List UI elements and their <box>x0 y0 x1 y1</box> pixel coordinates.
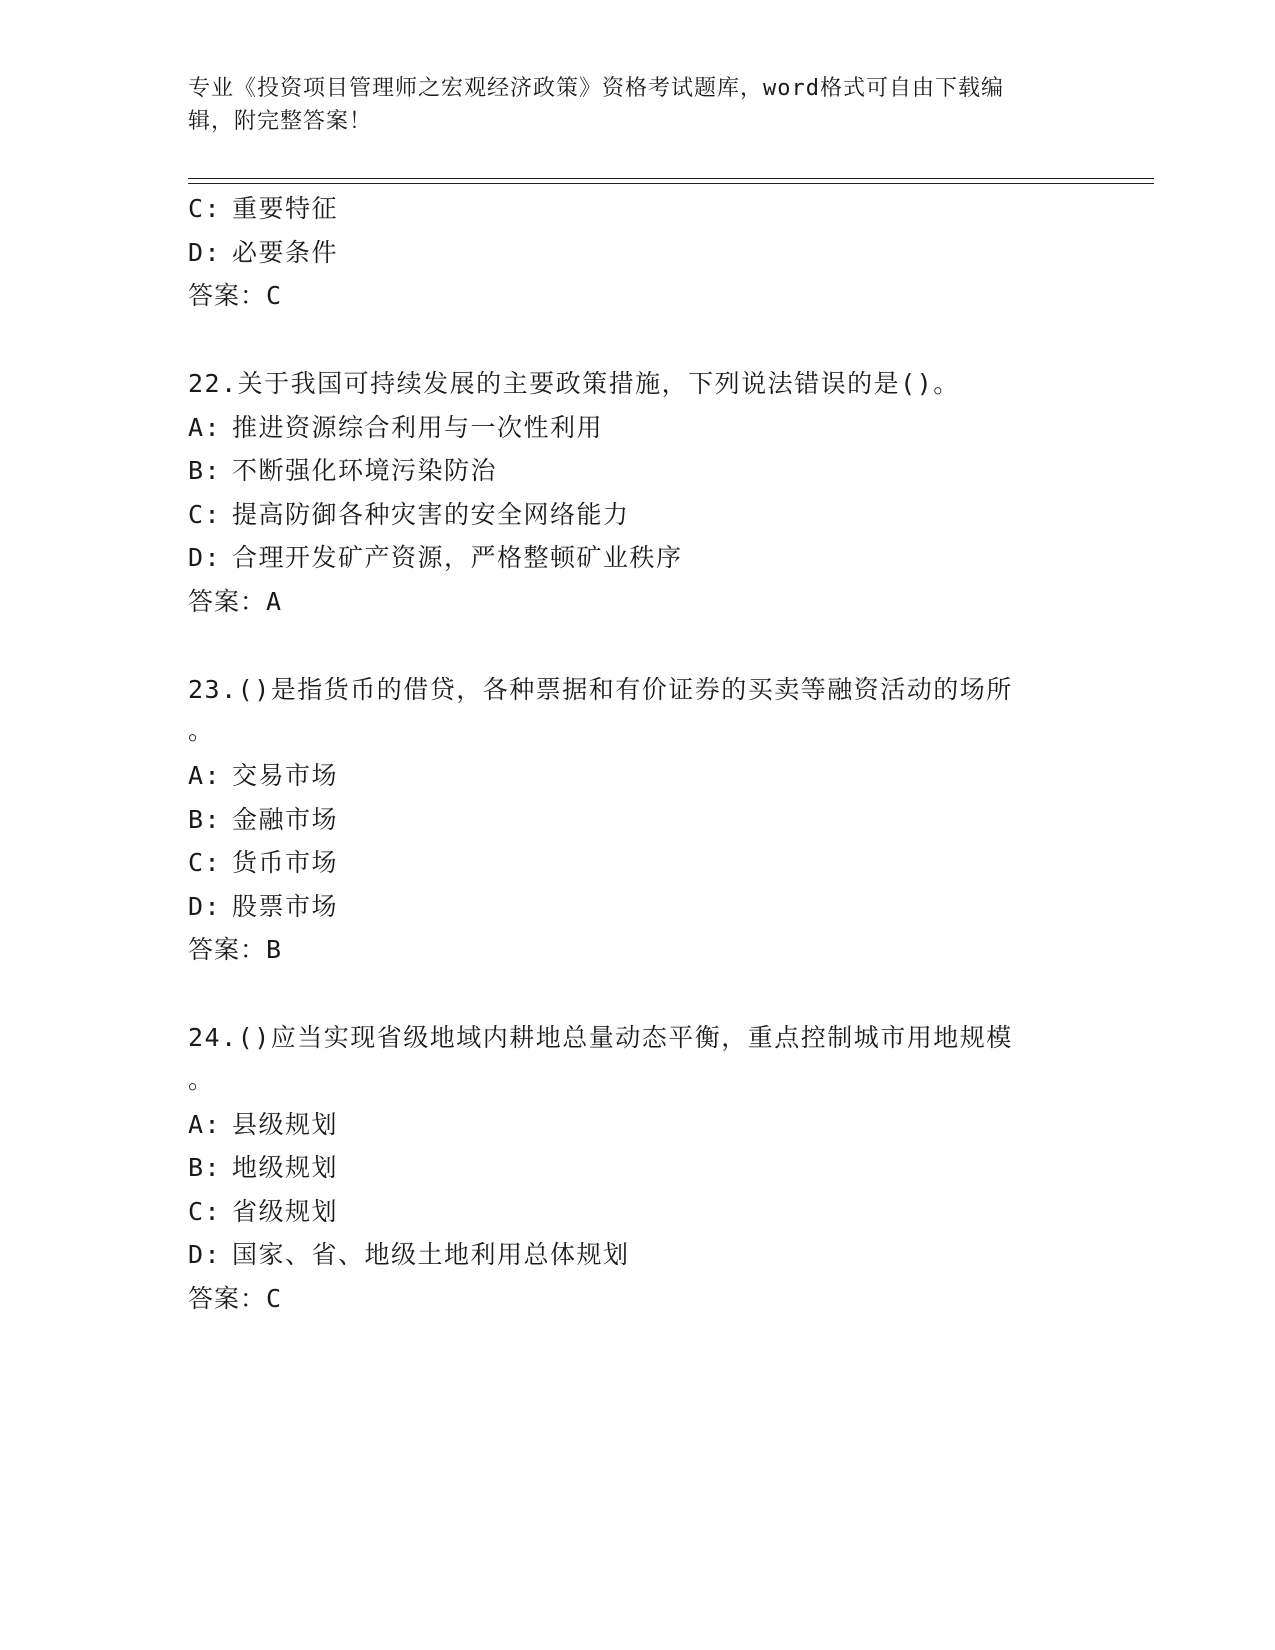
question-stem: 22.关于我国可持续发展的主要政策措施，下列说法错误的是()。 <box>188 369 960 398</box>
question-stem: 24.()应当实现省级地域内耕地总量动态平衡，重点控制城市用地规模 <box>188 1023 1013 1052</box>
option-b: B: 地级规划 <box>188 1153 339 1182</box>
answer-line: 答案：A <box>188 587 283 616</box>
answer-line: 答案：B <box>188 935 283 964</box>
option-c: C: 货币市场 <box>188 848 339 877</box>
answer-line: 答案：C <box>188 281 283 310</box>
header-line-2: 辑，附完整答案！ <box>188 109 373 134</box>
question-stem-continuation: 。 <box>188 1065 215 1094</box>
header-line-1: 专业《投资项目管理师之宏观经济政策》资格考试题库，word格式可自由下载编 <box>188 76 1004 101</box>
header-divider-top <box>188 178 1154 179</box>
question-stem-continuation: 。 <box>188 716 215 745</box>
option-b: B: 不断强化环境污染防治 <box>188 456 498 485</box>
option-c: C: 提高防御各种灾害的安全网络能力 <box>188 500 630 529</box>
option-b: B: 金融市场 <box>188 805 339 834</box>
option-a: A: 交易市场 <box>188 761 339 790</box>
option-d: D: 股票市场 <box>188 892 339 921</box>
option-a: A: 推进资源综合利用与一次性利用 <box>188 413 604 442</box>
document-header <box>188 72 1088 138</box>
option-d: D: 必要条件 <box>188 238 339 267</box>
option-c: C: 省级规划 <box>188 1197 339 1226</box>
option-d: D: 合理开发矿产资源，严格整顿矿业秩序 <box>188 543 683 572</box>
option-a: A: 县级规划 <box>188 1110 339 1139</box>
answer-line: 答案：C <box>188 1284 283 1313</box>
header-divider-bottom <box>188 183 1154 184</box>
question-stem: 23.()是指货币的借贷，各种票据和有价证券的买卖等融资活动的场所 <box>188 675 1013 704</box>
option-c: C: 重要特征 <box>188 194 339 223</box>
option-d: D: 国家、省、地级土地利用总体规划 <box>188 1240 630 1269</box>
